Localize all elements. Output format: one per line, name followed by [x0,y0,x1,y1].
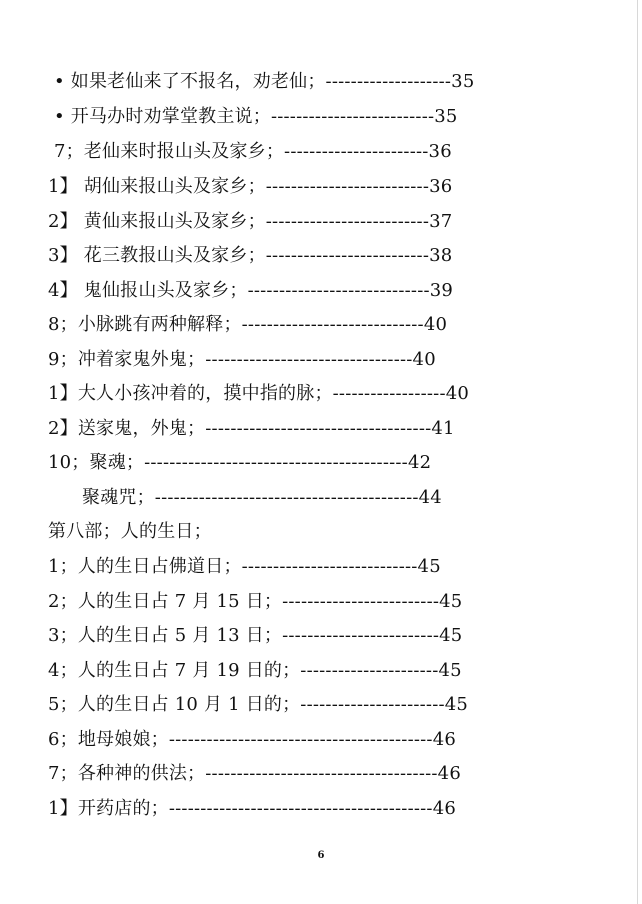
toc-entry-20 [48,726,456,754]
toc-entry-text: 1】 胡仙来报山头及家乡；--------------------------36 [48,176,453,197]
toc-entry-11 [48,415,455,443]
toc-entry-text: 1】开药店的；------------------------------------------46 [48,798,457,819]
toc-entry-text: 10；聚魂；------------------------------------------42 [48,452,432,473]
toc-entry-text: 7；各种神的供法；-------------------------------------46 [48,763,461,784]
toc-entry-6 [48,242,452,270]
toc-entry-21 [48,760,461,788]
toc-entry-text: 9；冲着家鬼外鬼；---------------------------------40 [48,349,436,370]
toc-entry-13 [82,484,442,512]
toc-entry-text: 7；老仙来时报山头及家乡；-----------------------36 [54,141,452,162]
page-number: 6 [317,850,325,861]
toc-entry-text: 1；人的生日占佛道日；----------------------------45 [48,556,441,577]
toc-entry-5 [48,208,452,236]
toc-entry-7 [48,277,453,305]
toc-entry-8 [48,311,447,339]
page-edge-line [637,0,638,904]
section-heading-text: 第八部；人的生日； [48,521,212,542]
toc-entry-19 [48,691,468,719]
toc-entry-text: • 开马办时劝掌堂教主说；--------------------------35 [54,106,458,127]
toc-entry-text: • 如果老仙来了不报名，劝老仙；--------------------35 [54,71,475,92]
toc-entry-12 [48,449,431,477]
toc-entry-text: 聚魂咒；------------------------------------------44 [82,487,442,508]
toc-entry-text: 3；人的生日占 5 月 13 日；-------------------------45 [48,625,463,646]
toc-entry-text: 4；人的生日占 7 月 19 日的；----------------------45 [48,660,462,681]
toc-entry-1 [54,68,474,96]
toc-entry-16 [48,588,462,616]
section-heading [48,518,212,546]
toc-entry-15 [48,553,441,581]
toc-entry-text: 5；人的生日占 10 月 1 日的；-----------------------45 [48,694,469,715]
toc-entry-text: 8；小脉跳有两种解释；-----------------------------40 [48,314,448,335]
toc-entry-4 [48,173,452,201]
toc-entry-text: 2】送家鬼，外鬼；------------------------------------41 [48,418,455,439]
toc-entry-2 [54,103,458,131]
toc-entry-text: 2；人的生日占 7 月 15 日；-------------------------45 [48,591,463,612]
toc-entry-text: 3】 花三教报山头及家乡；--------------------------38 [48,245,453,266]
toc-entry-9 [48,346,436,374]
toc-entry-18 [48,657,462,685]
toc-entry-10 [48,380,469,408]
toc-entry-text: 1】大人小孩冲着的，摸中指的脉；------------------40 [48,383,470,404]
toc-entry-3 [54,138,452,166]
toc-entry-text: 2】 黄仙来报山头及家乡；--------------------------37 [48,211,453,232]
toc-entry-22 [48,795,456,823]
toc-entry-text: 4】 鬼仙报山头及家乡；-----------------------------39 [48,280,454,301]
toc-entry-text: 6；地母娘娘；------------------------------------------46 [48,729,457,750]
toc-entry-17 [48,622,462,650]
